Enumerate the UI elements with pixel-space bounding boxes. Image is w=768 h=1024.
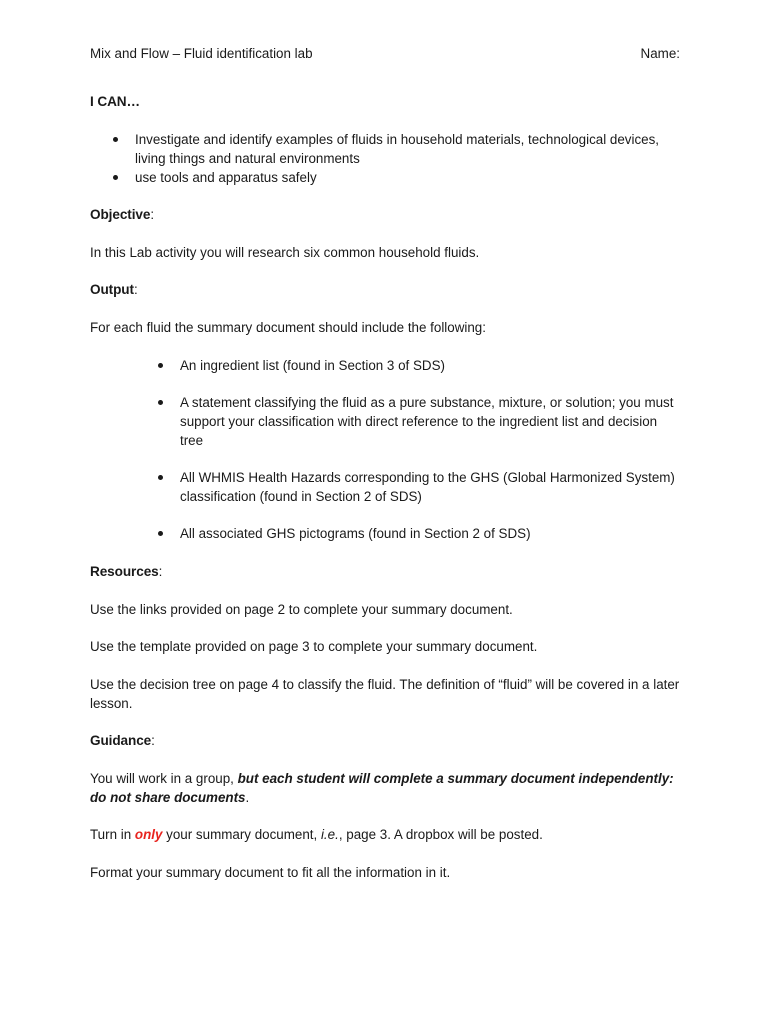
ie-abbreviation: i.e. [320, 827, 339, 842]
list-item: All associated GHS pictograms (found in Section 2 of SDS) [180, 524, 680, 543]
guidance-text: . [245, 790, 250, 805]
list-item: Investigate and identify examples of fluids in household materials, technological devices, living things and natural environments [135, 130, 680, 168]
output-heading: Output [90, 282, 134, 297]
guidance-text: You will work in a group, [90, 771, 238, 786]
resources-paragraph: Use the links provided on page 2 to complete your summary document. [90, 602, 513, 617]
output-heading-row [90, 280, 680, 299]
resources-heading: Resources [90, 564, 159, 579]
guidance-text: your summary document, [162, 827, 321, 842]
guidance-heading-row [90, 731, 680, 750]
list-item: use tools and apparatus safely [135, 168, 680, 187]
output-list [90, 356, 680, 543]
document-page [90, 44, 680, 882]
document-header [90, 44, 680, 64]
guidance-format-paragraph: Format your summary document to fit all the information in it. [90, 865, 451, 880]
guidance-heading: Guidance [90, 733, 152, 748]
document-title: Mix and Flow – Fluid identification lab [90, 46, 313, 61]
resources-heading-row [90, 562, 680, 581]
output-colon: : [133, 282, 138, 297]
resources-paragraph: Use the decision tree on page 4 to classify the fluid. The definition of “fluid” will be covered in a later lesson. [90, 677, 680, 711]
guidance-group-paragraph [90, 769, 680, 807]
guidance-emphasis: but each student will complete a summary document independently: do not share documents [90, 771, 674, 805]
guidance-turnin-paragraph [90, 825, 680, 844]
resources-paragraph: Use the template provided on page 3 to complete your summary document. [90, 639, 538, 654]
resources-colon: : [158, 564, 163, 579]
objective-colon: : [150, 207, 155, 222]
objective-heading-row [90, 205, 680, 224]
name-label: Name: [640, 46, 680, 61]
guidance-text: Turn in [90, 827, 135, 842]
list-item: A statement classifying the fluid as a pure substance, mixture, or solution; you must support your classification with direct reference to the ingredient list and decision tree [180, 393, 680, 450]
list-item: All WHMIS Health Hazards corresponding to the GHS (Global Harmonized System) classification (found in Section 2 of SDS) [180, 468, 680, 506]
objective-text: In this Lab activity you will research six common household fluids. [90, 245, 480, 260]
list-item: An ingredient list (found in Section 3 of SDS) [180, 356, 680, 375]
guidance-colon: : [151, 733, 155, 748]
only-emphasis: only [134, 827, 163, 842]
ican-heading: I CAN… [90, 94, 140, 109]
objective-heading: Objective [90, 207, 151, 222]
output-intro: For each fluid the summary document should include the following: [90, 320, 486, 335]
ican-list [90, 130, 680, 187]
guidance-text: , page 3. A dropbox will be posted. [338, 827, 543, 842]
